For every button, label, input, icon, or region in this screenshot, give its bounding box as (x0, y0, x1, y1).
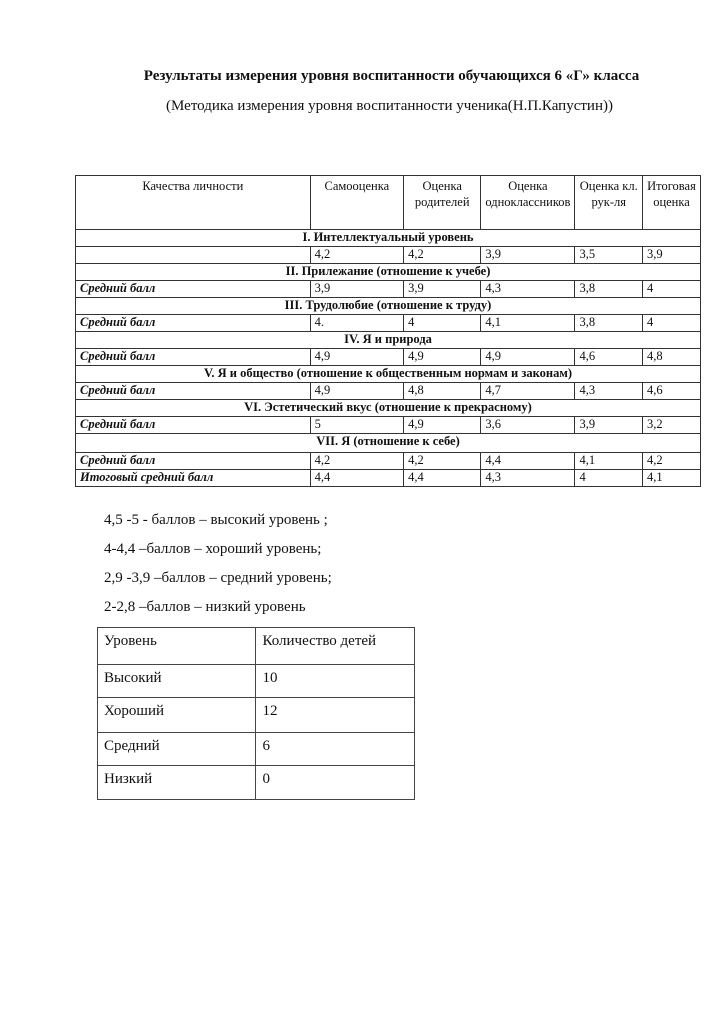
row-label: Средний балл (76, 349, 311, 366)
cell-value: 4 (404, 315, 481, 332)
row-label: Средний балл (76, 383, 311, 400)
table-row (98, 698, 415, 733)
header-classmates: Оценка одноклассников (481, 176, 575, 230)
cell-value: 4 (643, 281, 701, 298)
level-count: 6 (256, 733, 415, 766)
table-row (76, 453, 701, 470)
header-parents: Оценка родителей (404, 176, 481, 230)
cell-value: 3,5 (575, 247, 643, 264)
cell-value: 3,9 (575, 417, 643, 434)
level-name: Хороший (98, 698, 256, 733)
cell-value: 4,1 (575, 453, 643, 470)
cell-value: 4,2 (404, 247, 481, 264)
section-title: VII. Я (отношение к себе) (76, 434, 701, 453)
section-title: IV. Я и природа (76, 332, 701, 349)
level-count: 0 (256, 766, 415, 800)
row-label: Средний балл (76, 281, 311, 298)
cell-value: 4,4 (481, 453, 575, 470)
table-row (76, 349, 701, 366)
cell-value: 4,1 (481, 315, 575, 332)
header-qualities: Качества личности (76, 176, 311, 230)
legend-line-low: 2-2,8 –баллов – низкий уровень (104, 599, 306, 615)
cell-value: 4,1 (643, 470, 701, 487)
row-label: Средний балл (76, 417, 311, 434)
section-row (76, 298, 701, 315)
header-self: Самооценка (310, 176, 403, 230)
row-label (76, 247, 311, 264)
level-name: Средний (98, 733, 256, 766)
cell-value: 4. (310, 315, 403, 332)
table-row (76, 315, 701, 332)
cell-value: 4 (575, 470, 643, 487)
cell-value: 4,2 (404, 453, 481, 470)
cell-value: 5 (310, 417, 403, 434)
section-row (76, 366, 701, 383)
row-label: Средний балл (76, 453, 311, 470)
cell-value: 3,2 (643, 417, 701, 434)
cell-value: 3,9 (404, 281, 481, 298)
section-title: VI. Эстетический вкус (отношение к прекрасному) (76, 400, 701, 417)
legend-line-high: 4,5 -5 - баллов – высокий уровень ; (104, 512, 328, 528)
cell-value: 3,6 (481, 417, 575, 434)
cell-value: 3,9 (643, 247, 701, 264)
levels-table (97, 627, 415, 800)
section-title: III. Трудолюбие (отношение к труду) (76, 298, 701, 315)
results-header-row (76, 176, 701, 230)
section-title: V. Я и общество (отношение к общественным нормам и законам) (76, 366, 701, 383)
header-children-count: Количество детей (256, 628, 415, 665)
row-label: Средний балл (76, 315, 311, 332)
header-total: Итоговая оценка (643, 176, 701, 230)
cell-value: 4,7 (481, 383, 575, 400)
table-row (98, 733, 415, 766)
level-count: 12 (256, 698, 415, 733)
table-row (98, 665, 415, 698)
cell-value: 4,8 (643, 349, 701, 366)
cell-value: 3,8 (575, 281, 643, 298)
table-row (98, 766, 415, 800)
cell-value: 4,9 (404, 349, 481, 366)
cell-value: 4,2 (310, 247, 403, 264)
section-title: II. Прилежание (отношение к учебе) (76, 264, 701, 281)
section-row (76, 332, 701, 349)
levels-header-row (98, 628, 415, 665)
header-teacher: Оценка кл. рук-ля (575, 176, 643, 230)
cell-value: 3,9 (481, 247, 575, 264)
cell-value: 4,2 (643, 453, 701, 470)
section-title: I. Интеллектуальный уровень (76, 230, 701, 247)
cell-value: 3,8 (575, 315, 643, 332)
cell-value: 4,3 (575, 383, 643, 400)
section-row (76, 400, 701, 417)
table-row (76, 383, 701, 400)
cell-value: 4,3 (481, 281, 575, 298)
cell-value: 4,9 (481, 349, 575, 366)
table-row (76, 281, 701, 298)
results-table (75, 175, 701, 487)
cell-value: 4,6 (643, 383, 701, 400)
table-row (76, 247, 701, 264)
cell-value: 3,9 (310, 281, 403, 298)
cell-value: 4,8 (404, 383, 481, 400)
page-title: Результаты измерения уровня воспитанности обучающихся 6 «Г» класса (143, 68, 640, 84)
cell-value: 4,9 (310, 349, 403, 366)
cell-value: 4,2 (310, 453, 403, 470)
cell-value: 4,4 (404, 470, 481, 487)
section-row (76, 434, 701, 453)
level-count: 10 (256, 665, 415, 698)
page-subtitle: (Методика измерения уровня воспитанности ученика(Н.П.Капустин)) (166, 98, 613, 114)
table-row (76, 417, 701, 434)
section-row (76, 230, 701, 247)
legend-line-medium: 2,9 -3,9 –баллов – средний уровень; (104, 570, 332, 586)
cell-value: 4,4 (310, 470, 403, 487)
row-label: Итоговый средний балл (76, 470, 311, 487)
cell-value: 4,9 (310, 383, 403, 400)
cell-value: 4,3 (481, 470, 575, 487)
cell-value: 4,6 (575, 349, 643, 366)
legend-line-good: 4-4,4 –баллов – хороший уровень; (104, 541, 322, 557)
table-row (76, 470, 701, 487)
header-level: Уровень (98, 628, 256, 665)
cell-value: 4 (643, 315, 701, 332)
level-name: Высокий (98, 665, 256, 698)
section-row (76, 264, 701, 281)
level-name: Низкий (98, 766, 256, 800)
cell-value: 4,9 (404, 417, 481, 434)
